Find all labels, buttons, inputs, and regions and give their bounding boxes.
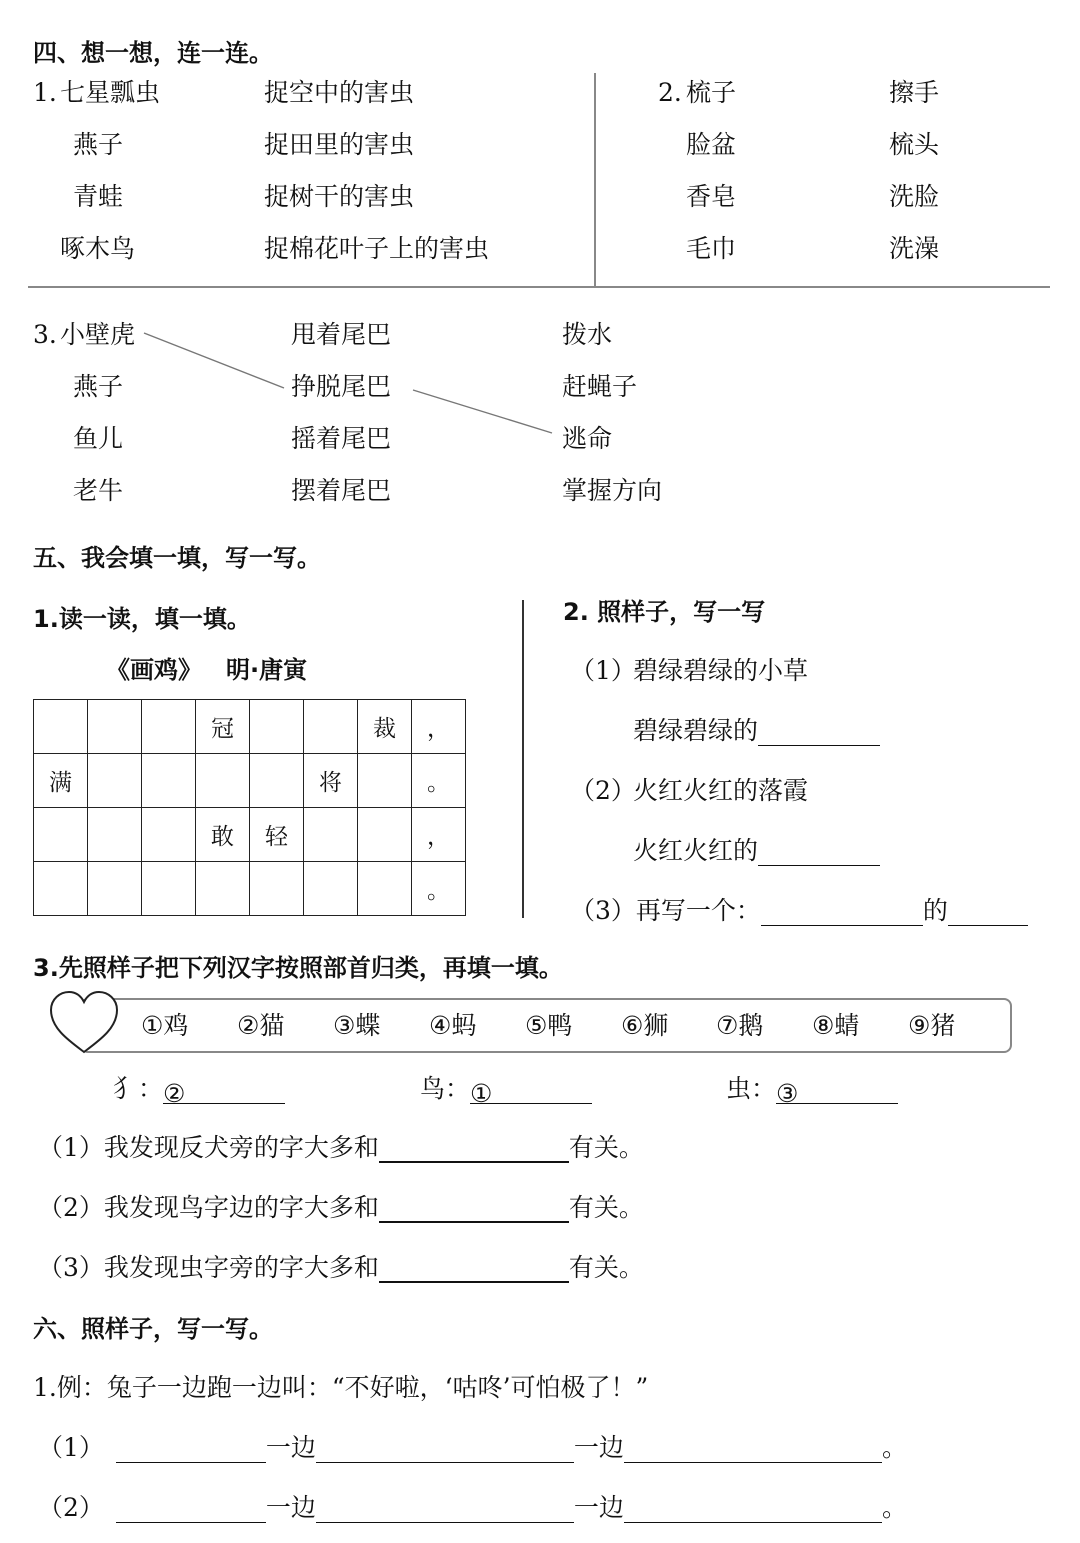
grid-cell[interactable] [142, 808, 196, 862]
grid-cell[interactable] [358, 754, 412, 808]
s5-q2-prompt [633, 836, 880, 866]
line-end: 。 [881, 1433, 907, 1462]
prompt-text: 火红火红的 [633, 836, 759, 865]
q1-number: 1. [33, 78, 57, 107]
line-num: （1） [38, 1433, 104, 1462]
q3-animal: 老牛 [73, 476, 124, 505]
q1-right-item: 捉空中的害虫 [264, 78, 415, 107]
radical-label: 鸟： [420, 1074, 471, 1103]
s5-q2-title: 2. 照样子，写一写 [563, 598, 766, 626]
q3-purpose: 掌握方向 [562, 476, 663, 505]
answer-blank[interactable] [379, 1197, 569, 1223]
q3-number: 3. [33, 320, 57, 349]
s5-q2-item-num: （2） [570, 776, 636, 805]
answer-blank[interactable] [116, 1438, 266, 1463]
answer-blank[interactable] [316, 1498, 574, 1523]
grid-cell[interactable] [88, 862, 142, 916]
answer-blank[interactable] [116, 1498, 266, 1523]
poem-author: 明·唐寅 [226, 656, 308, 684]
grid-cell[interactable] [358, 862, 412, 916]
grid-cell[interactable] [34, 808, 88, 862]
grid-cell[interactable] [304, 700, 358, 754]
radical-category [726, 1074, 898, 1108]
finding-num: （3） [38, 1253, 104, 1282]
finding-num: （1） [38, 1133, 104, 1162]
line-mid: 一边 [573, 1433, 624, 1462]
character-option: ⑥狮 [621, 1011, 669, 1040]
answer-blank[interactable] [379, 1257, 569, 1283]
item-text: 再写一个： [635, 896, 761, 925]
line-mid: 一边 [265, 1433, 316, 1462]
grid-cell[interactable] [196, 754, 250, 808]
character-option: ⑨猪 [908, 1011, 956, 1040]
q3-tail-action: 甩着尾巴 [291, 320, 392, 349]
q3-example-lines [0, 0, 1080, 520]
finding-text: 我发现反犬旁的字大多和 [103, 1133, 379, 1162]
grid-cell[interactable] [88, 808, 142, 862]
category-answer-blank[interactable] [163, 1079, 285, 1108]
character-option: ④蚂 [429, 1011, 477, 1040]
q2-right-item: 擦手 [889, 78, 940, 107]
grid-cell: 。 [412, 862, 466, 916]
character-option: ⑧蜻 [812, 1011, 860, 1040]
grid-cell: 满 [34, 754, 88, 808]
q3-purpose: 赶蝇子 [562, 372, 638, 401]
answer-blank[interactable] [379, 1137, 569, 1163]
heart-icon [48, 990, 120, 1056]
q1-right-item: 捉树干的害虫 [264, 182, 415, 211]
example-answer: ② [163, 1079, 186, 1108]
q2-left-item: 梳子 [686, 78, 737, 107]
character-option: ⑦鹅 [716, 1011, 764, 1040]
grid-cell[interactable] [142, 754, 196, 808]
q2-left-item: 毛巾 [686, 234, 737, 263]
q3-animal: 鱼儿 [73, 424, 124, 453]
answer-blank[interactable] [758, 721, 880, 746]
finding-num: （2） [38, 1193, 104, 1222]
answer-blank[interactable] [761, 901, 923, 926]
finding-line [38, 1193, 644, 1223]
poem-grid [33, 699, 466, 916]
character-option: ①鸡 [141, 1011, 189, 1040]
prompt-text: 碧绿碧绿的 [633, 716, 759, 745]
line-mid: 一边 [573, 1493, 624, 1522]
finding-text: 我发现鸟字边的字大多和 [103, 1193, 379, 1222]
grid-cell[interactable] [358, 808, 412, 862]
answer-blank[interactable] [624, 1498, 882, 1523]
section-6-title: 六、照样子，写一写。 [33, 1315, 273, 1343]
radical-label: 虫： [726, 1074, 777, 1103]
grid-cell: 敢 [196, 808, 250, 862]
finding-line [38, 1133, 644, 1163]
q3-animal: 小壁虎 [60, 320, 136, 349]
s5-q2-example: 碧绿碧绿的小草 [633, 656, 809, 685]
q3-animal: 燕子 [73, 372, 124, 401]
character-option: ②猫 [237, 1011, 285, 1040]
q2-number: 2. [658, 78, 682, 107]
grid-cell[interactable] [88, 754, 142, 808]
q2-right-item: 梳头 [889, 130, 940, 159]
q1-right-item: 捉棉花叶子上的害虫 [264, 234, 490, 263]
example-answer: ① [470, 1079, 493, 1108]
grid-cell[interactable] [142, 862, 196, 916]
grid-cell: ， [412, 808, 466, 862]
sentence-line [38, 1433, 907, 1463]
category-answer-blank[interactable] [470, 1079, 592, 1108]
q2-left-item: 脸盆 [686, 130, 737, 159]
q3-purpose: 拨水 [562, 320, 613, 349]
s5-q2-item-3 [570, 896, 1028, 926]
q2-right-item: 洗澡 [889, 234, 940, 263]
finding-end: 有关。 [568, 1133, 644, 1162]
finding-end: 有关。 [568, 1253, 644, 1282]
s5-q3-title: 3.先照样子把下列汉字按照部首归类，再填一填。 [33, 954, 563, 982]
answer-blank[interactable] [316, 1438, 574, 1463]
radical-label: 犭： [113, 1074, 164, 1103]
line-end: 。 [881, 1493, 907, 1522]
q2-left-item: 香皂 [686, 182, 737, 211]
grid-cell: 将 [304, 754, 358, 808]
example-connector-line [144, 333, 284, 388]
radical-category [113, 1074, 285, 1108]
answer-blank[interactable] [948, 901, 1028, 926]
grid-cell[interactable] [304, 862, 358, 916]
grid-cell[interactable] [196, 862, 250, 916]
s5-q2-example: 火红火红的落霞 [633, 776, 809, 805]
grid-cell[interactable] [142, 700, 196, 754]
finding-text: 我发现虫字旁的字大多和 [103, 1253, 379, 1282]
poem-title: 《画鸡》 [106, 656, 202, 684]
grid-cell[interactable] [250, 754, 304, 808]
section-4-title: 四、想一想，连一连。 [33, 39, 273, 67]
item-de: 的 [922, 896, 948, 925]
q1-left-item: 啄木鸟 [60, 234, 136, 263]
grid-cell[interactable] [304, 808, 358, 862]
section-5-title: 五、我会填一填，写一写。 [33, 544, 321, 572]
s5-q1-title: 1.读一读，填一填。 [33, 605, 251, 633]
q3-tail-action: 摆着尾巴 [291, 476, 392, 505]
s5-q2-prompt [633, 716, 880, 746]
grid-cell: 轻 [250, 808, 304, 862]
sentence-line [38, 1493, 907, 1523]
grid-cell[interactable] [250, 700, 304, 754]
line-mid: 一边 [265, 1493, 316, 1522]
finding-line [38, 1253, 644, 1283]
character-option: ③蝶 [333, 1011, 381, 1040]
answer-blank[interactable] [624, 1438, 882, 1463]
radical-category [420, 1074, 592, 1108]
item-num: （3） [570, 896, 636, 925]
character-option: ⑤鸭 [525, 1011, 573, 1040]
example-sentence: 1.例：兔子一边跑一边叫：“不好啦，‘咕咚’可怕极了！” [33, 1373, 649, 1402]
grid-cell[interactable] [34, 700, 88, 754]
grid-cell: 裁 [358, 700, 412, 754]
finding-end: 有关。 [568, 1193, 644, 1222]
category-answer-blank[interactable] [776, 1079, 898, 1108]
grid-cell: 冠 [196, 700, 250, 754]
q1-right-item: 捉田里的害虫 [264, 130, 415, 159]
q1-left-item: 七星瓢虫 [60, 78, 161, 107]
grid-cell[interactable] [250, 862, 304, 916]
q3-tail-action: 摇着尾巴 [291, 424, 392, 453]
q2-right-item: 洗脸 [889, 182, 940, 211]
grid-cell: ， [412, 700, 466, 754]
q1-left-item: 青蛙 [73, 182, 124, 211]
column-divider [522, 600, 524, 918]
example-answer: ③ [776, 1079, 799, 1108]
example-connector-line [413, 390, 552, 433]
q3-tail-action: 挣脱尾巴 [291, 372, 392, 401]
answer-blank[interactable] [758, 841, 880, 866]
grid-cell[interactable] [88, 700, 142, 754]
q3-purpose: 逃命 [562, 424, 613, 453]
grid-cell: 。 [412, 754, 466, 808]
s5-q2-item-num: （1） [570, 656, 636, 685]
grid-cell[interactable] [34, 862, 88, 916]
q1-left-item: 燕子 [73, 130, 124, 159]
line-num: （2） [38, 1493, 104, 1522]
